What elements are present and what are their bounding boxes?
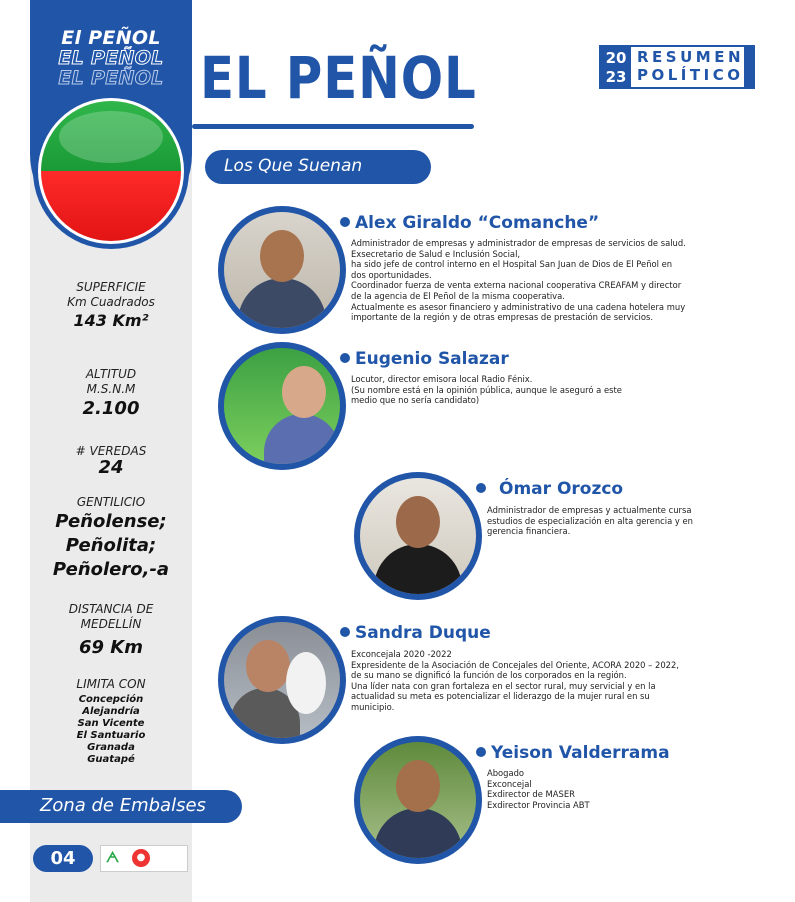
candidate-name [340,213,599,233]
municipality-name-1: El PEÑOL [61,27,161,49]
stat-veredas [30,444,192,477]
description-line: Locutor, director emisora local Radio Fénix. [351,374,533,384]
description-line: de su mano se dignificó la función de los corporados en la región. [351,670,627,681]
candidate-photo [218,206,346,334]
stat-label: # VEREDAS [75,444,147,458]
stat-value: 24 [98,457,124,478]
stat-gentilicio [30,495,192,582]
border-town: Granada [87,742,135,753]
stat-label: DISTANCIA DE [68,602,154,616]
candidate-name [340,623,491,643]
municipality-flag-icon [41,101,181,241]
description-line: (Su nombre está en la opinión pública, aunque le aseguró a este [351,384,622,395]
description-line: Coordinador fuerza de venta externa nacional cooperativa CREAFAM y director [351,280,682,291]
bullet-icon [476,747,486,757]
candidate-description [351,649,679,713]
stat-label: Km Cuadrados [67,295,155,309]
candidate-name [476,743,670,763]
sponsor-logo-c-icon [154,849,184,867]
description-line: Exconcejal [487,778,532,789]
page-subtitle: Los Que Suenan [224,156,363,176]
description-line: gerencia financiera. [487,526,571,537]
description-line: de la agencia de El Peñol de la misma cooperativa. [351,290,565,301]
description-line: Expresidente de la Asociación de Concejales del Oriente, ACORA 2020 – 2022, [351,659,679,670]
candidate-name-text: Sandra Duque [355,623,491,643]
description-line: municipio. [351,701,395,712]
badge-year-top: 20 [605,49,627,67]
bullet-icon [340,217,350,227]
bullet-icon [340,353,350,363]
title-underline [192,124,474,129]
border-town: Alejandría [82,706,140,717]
description-line: Exconcejala 2020 -2022 [351,649,452,659]
zone-label: Zona de Embalses [40,795,206,816]
badge-side-strip [744,47,753,87]
border-town: Guatapé [87,754,135,765]
border-town: El Santuario [76,730,146,741]
border-town: Concepción [78,694,144,705]
stat-label: SUPERFICIE [76,280,146,294]
candidate-name-text: Ómar Orozco [499,479,624,499]
municipality-name-3: EL PEÑOL [58,67,164,89]
sponsor-logo-a-icon: ᗅ [106,850,120,866]
stat-altitud [30,367,192,421]
candidate-photo [218,342,346,470]
candidate-photo [354,472,482,600]
candidate-photo [354,736,482,864]
stat-value: Peñolense; [55,511,167,532]
stat-value: Peñolero,-a [52,559,170,580]
candidate-name [340,349,509,369]
description-line: medio que no sería candidato) [351,395,480,406]
sponsor-logo-b-icon: ● [132,849,150,867]
stat-label: MEDELLÍN [80,617,142,631]
candidate-name-text: Alex Giraldo “Comanche” [355,213,600,233]
stat-label: ALTITUD [85,367,137,381]
description-line: Actualmente es asesor financiero y administrativo de una cadena hotelera muy [351,301,686,312]
stat-label: GENTILICIO [76,495,146,509]
description-line: dos oportunidades. [351,269,432,280]
candidate-name [476,479,623,499]
candidate-description [351,238,686,323]
candidate-description [351,374,622,406]
description-line: ha sido jefe de control interno en el Hospital San Juan de Dios de El Peñol en [351,259,673,270]
stat-superficie [30,280,192,332]
stat-value: Peñolita; [65,535,157,556]
stat-value: 69 Km [78,637,144,658]
stat-limita [30,677,192,766]
description-line: importante de la región y de otras empresas de prestación de servicios. [351,312,654,323]
municipality-name-2: EL PEÑOL [58,47,164,69]
stat-label: M.S.N.M [86,382,136,396]
description-line: Exdirector de MASER [487,789,575,800]
stat-label: LIMITA CON [76,677,146,691]
bullet-icon [340,627,350,637]
description-line: estudios de especialización en alta gerencia y en [487,515,693,526]
description-line: actualidad su meta es potencializar el liderazgo de la mujer rural en su [351,691,650,702]
bullet-icon [476,483,486,493]
page-number: 04 [33,845,93,872]
badge-year [601,47,631,87]
description-line: Exdirector Provincia ABT [487,799,590,810]
stat-distancia [30,602,192,660]
candidate-photo [218,616,346,744]
candidate-description [487,768,590,810]
description-line: Exsecretario de Salud e Inclusión Social, [351,248,521,259]
description-line: Una líder nata con gran fortaleza en el sector rural, muy servicial y en la [351,680,656,691]
stat-value: 2.100 [82,398,140,419]
description-line: Administrador de empresas y administrador de empresas de servicios de salud. [351,238,686,248]
candidate-description [487,505,693,537]
badge-word-1: RESUMEN [637,48,745,66]
stat-value: 143 Km² [73,311,149,330]
description-line: Abogado [487,768,525,778]
candidate-name-text: Eugenio Salazar [355,349,509,369]
border-town: San Vicente [77,718,145,729]
badge-word-2: POLÍTICO [637,66,744,84]
candidate-name-text: Yeison Valderrama [491,743,670,763]
description-line: Administrador de empresas y actualmente cursa [487,505,692,515]
badge-year-bottom: 23 [605,68,627,86]
page-title: EL PEÑOL [200,44,477,112]
